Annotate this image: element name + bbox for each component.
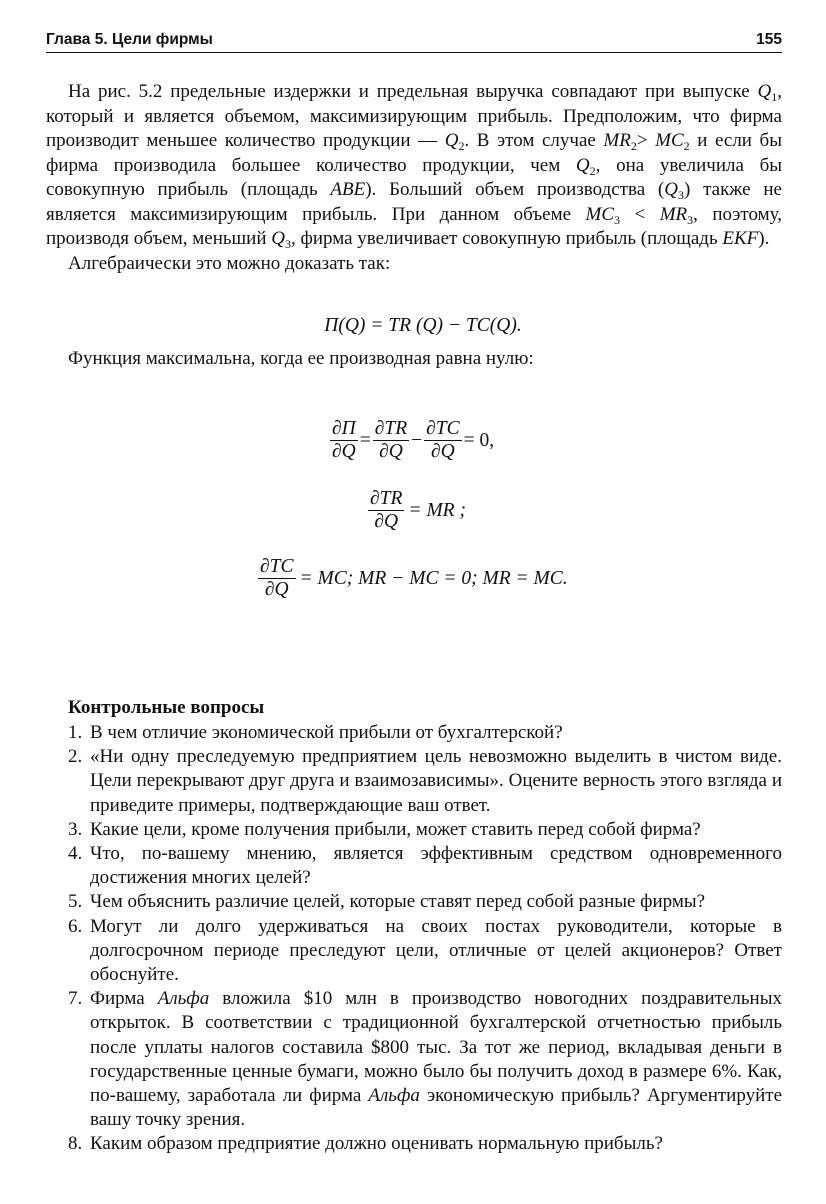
questions-list: [68, 721, 782, 1157]
running-head: [46, 30, 782, 53]
question-item: 8. Каким образом предприятие должно оценивать нормальную прибыль?: [68, 1133, 663, 1155]
question-item: 5. Чем объяснить различие целей, которые ставят перед собой разные фирмы?: [68, 891, 706, 913]
question-item: 4. Что, по-вашему мнению, является эффективным средством одновременного достижения многих целей?: [68, 843, 782, 889]
derivative-equation-2: $\frac{\partial TR}{\partial Q}$ = MR ;: [370, 488, 466, 532]
paragraph-2: Алгебраически это можно доказать так:: [68, 252, 391, 274]
question-item: 1. В чем отличие экономической прибыли от бухгалтерской?: [68, 722, 563, 743]
question-item: 2. «Ни одну преследуемую предприятием цель невозможно выделить в чистом виде. Цели перекрывают друг друга и взаимозависимы». Оцените верность этого взгляда и приведите примеры, подтверждающие ваш ответ.: [68, 746, 782, 816]
chapter-title: Глава 5. Цели фирмы: [46, 31, 213, 48]
profit-equation: П(Q) = TR (Q) − TC(Q).: [324, 315, 522, 336]
paragraph-3: Функция максимальна, когда ее производная равна нулю:: [68, 348, 534, 369]
derivative-equation-1: $\frac{\partial П}{\partial Q}$ = $\frac{\partial TR}{\partial Q}$ − $\frac{\partial TC}{\partial Q}$ = 0,: [332, 418, 495, 462]
question-item: 3. Какие цели, кроме получения прибыли, может ставить перед собой фирма?: [68, 818, 701, 840]
question-item: 6. Могут ли долго удерживаться на своих постах руководители, которые в долгосрочном периоде преследуют цели, отличные от целей акционеров? Ответ обоснуйте.: [68, 915, 782, 986]
question-item: 7. Фирма Альфа вложила $10 млн в производство новогодних поздравительных открыток. В соответствии с традиционной бухгалтерской отчетностью прибыль после уплаты налогов составила $800 тыс. За тот же период, вкладывая деньги в государственные ценные бумаги, можно было бы получить доход в размере 6%. Как, по-вашему, заработала ли фирма Альфа экономическую прибыль? Аргументируйте вашу точку зрения.: [68, 988, 782, 1131]
questions-heading: Контрольные вопросы: [68, 697, 265, 718]
body-text: [46, 80, 782, 276]
derivative-equation-3: $\frac{\partial TC}{\partial Q}$ = MC; MR − MC = 0; MR = MC.: [260, 556, 568, 600]
page-number: 155: [756, 31, 782, 48]
paragraph-1: На рис. 5.2 предельные издержки и предельная выручка совпадают при выпуске $Q_1$, который и является объемом, максимизирующим прибыль. Предположим, что фирма производит меньшее количество продукции — $Q_2$. В этом случае $MR_2> MC_2$ и если бы фирма производила большее количество продукции, чем $Q_2$, она увеличила бы совокупную прибыль (площадь ABE). Больший объем производства $(Q_3)$ также не является максимизирующим прибыль. При данном объеме $MC_3 < MR_3$, поэтому, производя объем, меньший $Q_3$, фирма увеличивает совокупную прибыль (площадь EKF).: [46, 81, 782, 251]
